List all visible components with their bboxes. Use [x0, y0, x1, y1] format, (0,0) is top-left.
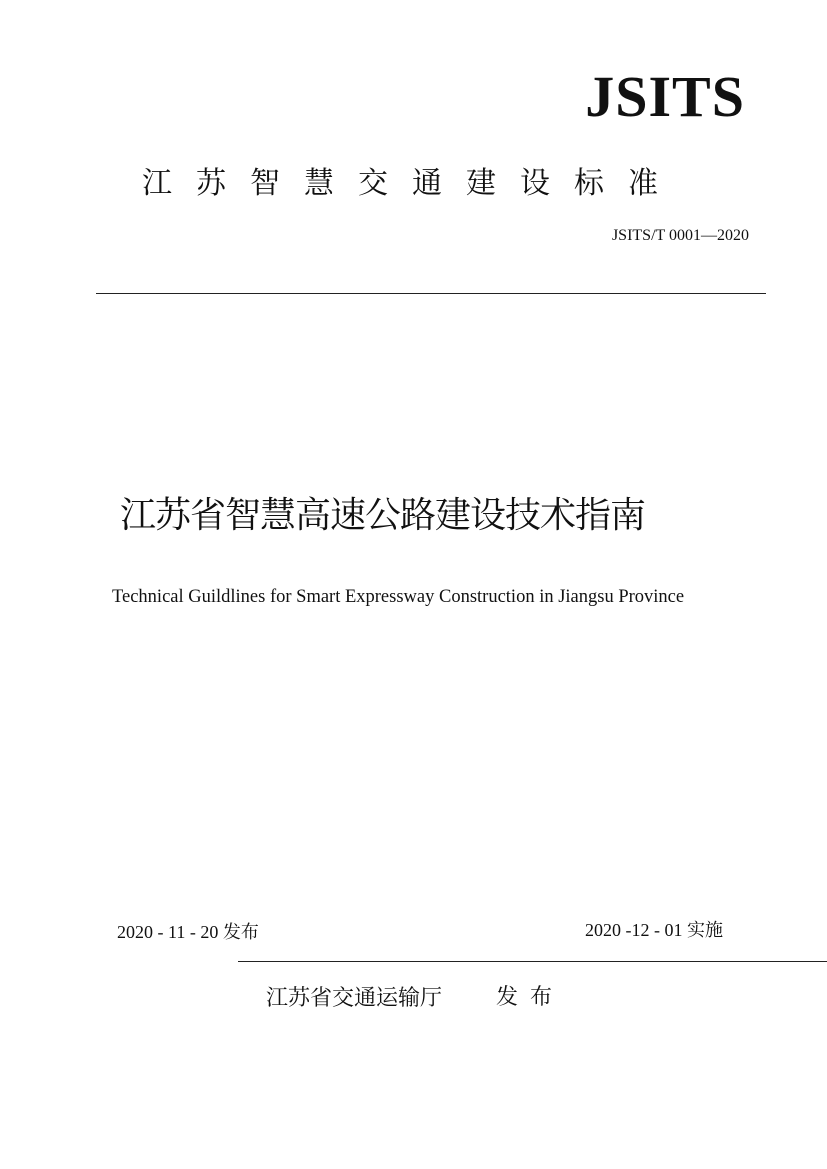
document-title: 江苏省智慧高速公路建设技术指南	[120, 495, 646, 536]
publish-label: 发布	[496, 985, 565, 1010]
jsits-logo: JSITS	[585, 64, 745, 129]
implementation-date: 2020 -12 - 01 实施	[585, 920, 723, 940]
standard-number: JSITS/T 0001—2020	[611, 227, 749, 244]
publisher-name: 江苏省交通运输厅	[266, 986, 443, 1011]
standard-series-title: 江苏智慧交通建设标准	[142, 166, 682, 201]
document-english-title: Technical Guildlines for Smart Expressway Construction in Jiangsu Province	[112, 587, 685, 607]
bottom-divider	[238, 961, 827, 962]
top-divider	[96, 293, 766, 294]
issue-date: 2020 - 11 - 20 发布	[117, 922, 259, 942]
